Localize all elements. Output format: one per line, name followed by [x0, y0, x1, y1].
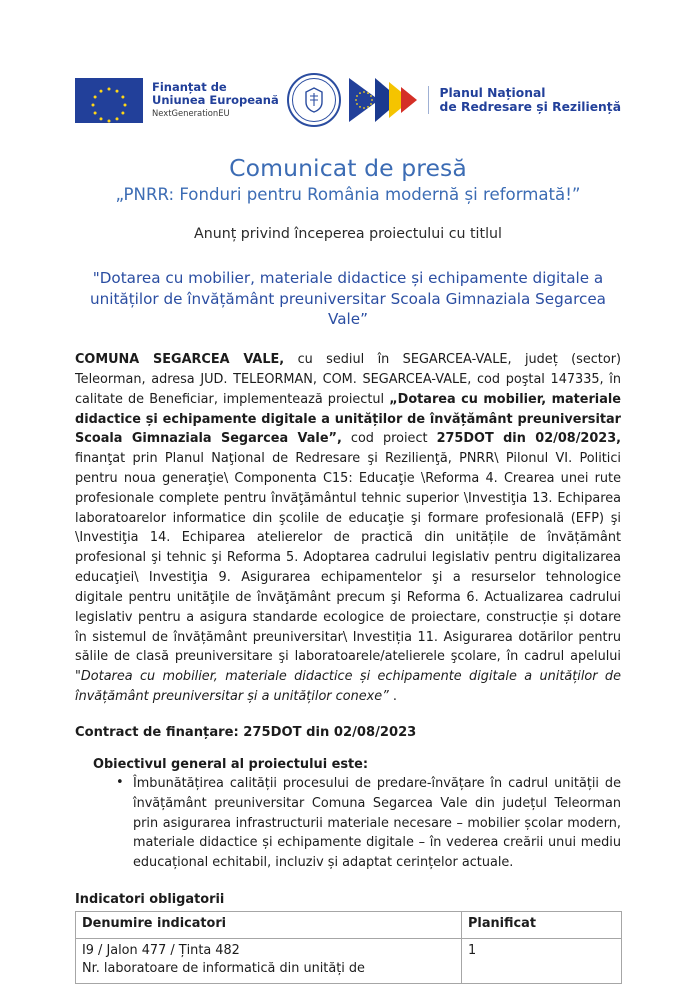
column-header-planned: Planificat: [462, 912, 622, 939]
page-title: Comunicat de presă: [229, 154, 467, 182]
page-subtitle: „PNRR: Fonduri pentru România modernă și reformată!”: [115, 185, 581, 204]
paragraph-segment-4: cod proiect: [341, 431, 437, 447]
list-item: • Îmbunătățirea calității procesului de predare-învățare în cadrul unității de învățământ preuniversitar Comuna Segarcea Vale din județul Teleorman prin asigurarea infrastructurii materiale necesare – mobilier școlar modern, materiale didactice și echipamente digitale – în vederea creării unui mediu educațional echitabil, incluziv și adaptat cerințelor actuale.: [133, 774, 621, 873]
indicator-code-line: I9 / Jalon 477 / Ținta 482: [82, 942, 240, 958]
objective-list: [75, 774, 621, 873]
paragraph-segment-6: finanţat prin Planul Naţional de Redresare şi Rezilienţă, PNRR\ Pilonul VI. Politici pentru noua generaţie\ Componenta C15: Educaţie \Reforma 4. Crearea unei rute profesionale complete pentru învăţământul tehnic superior \Investiţia 13. Echiparea laboratoarelor informatice din şcolile de educaţie şi formare profesională (EFP) şi \Investiţia 14. Echiparea atelierelor de practică din unitățile de învățământ profesional şi tehnic şi Reforma 5. Adoptarea cadrului legislativ pentru digitalizarea educaţiei\ Investiţia 9. Asigurarea echipamentelor şi a resurselor tehnologice digitale pentru unităţile de învăţământ precum şi Reforma 6. Actualizarea cadrului legislativ pentru a asigura standarde ecologice de proiectare, construcție și dotare în sistemul de învățământ preuniversitar\ Investiția 11. Asigurarea dotărilor pentru sălile de clasă preuniversitare şi laboratoarele/atelierele şcolare, în cadrul apelului: [75, 451, 621, 665]
column-header-indicator-name: Denumire indicatori: [76, 912, 462, 939]
announcement-line: Anunț privind începerea proiectului cu titlul: [194, 226, 502, 242]
eu-stars-icon: [75, 78, 143, 123]
table-header-row: [76, 912, 622, 939]
indicator-desc-line: Nr. laboratoare de informatică din unități de: [82, 961, 365, 977]
cell-planned-value: 1: [462, 938, 622, 983]
main-paragraph: [75, 350, 621, 707]
project-name-bold: „Dotarea cu mobilier, materiale didactice și echipamente digitale a unităților de învățământ preuniversitar Scoala Gimnaziala Segarcea Vale”,: [75, 391, 621, 447]
project-code-bold: 275DOT din 02/08/2023,: [436, 431, 622, 447]
eu-logo-text: [152, 81, 279, 118]
romania-government-seal-icon: [287, 73, 341, 127]
project-title: "Dotarea cu mobilier, materiale didactice și echipamente digitale a unităților de învățământ preuniversitar Scoala Gimnaziala Segarcea Vale”: [90, 269, 606, 329]
eu-logo-line2: Uniunea Europeană: [152, 93, 279, 108]
pnrr-logo: [349, 78, 621, 122]
eu-flag-icon: [75, 78, 143, 123]
pnrr-arrows-icon: [349, 78, 417, 122]
eu-circle-stars-icon: [353, 89, 375, 111]
indicators-heading: Indicatori obligatorii: [75, 892, 225, 908]
seal-crest-icon: [303, 87, 325, 113]
call-name-italic: "Dotarea cu mobilier, materiale didactice și echipamente digitale a unităților de învățământ preuniversitar și a unităților conexe”: [75, 669, 621, 705]
contract-line: Contract de finanțare: 275DOT din 02/08/2023: [75, 724, 417, 740]
indicators-table: [75, 911, 622, 984]
pnrr-logo-line1: Planul Național: [439, 85, 546, 100]
eu-logo-line1: Finanțat de: [152, 80, 227, 95]
paragraph-segment-8: .: [388, 689, 397, 705]
logo-header: [75, 0, 621, 126]
paragraph-segment-2: cu sediul în SEGARCEA-VALE, județ (sector) Teleorman, adresa JUD. TELEORMAN, COM. SEGARCEA-VALE, cod poştal 147335, în calitate de Beneficiar, implementează proiectul: [75, 352, 621, 407]
beneficiary-name: COMUNA SEGARCEA VALE,: [75, 352, 285, 368]
objective-heading: Obiectivul general al proiectului este:: [93, 756, 369, 772]
eu-funding-logo: [75, 78, 279, 123]
pnrr-arrow-red: [401, 87, 417, 113]
pnrr-logo-text: [428, 86, 621, 114]
eu-logo-line3: NextGenerationEU: [152, 108, 230, 119]
pnrr-logo-line2: de Redresare și Reziliență: [439, 100, 621, 114]
